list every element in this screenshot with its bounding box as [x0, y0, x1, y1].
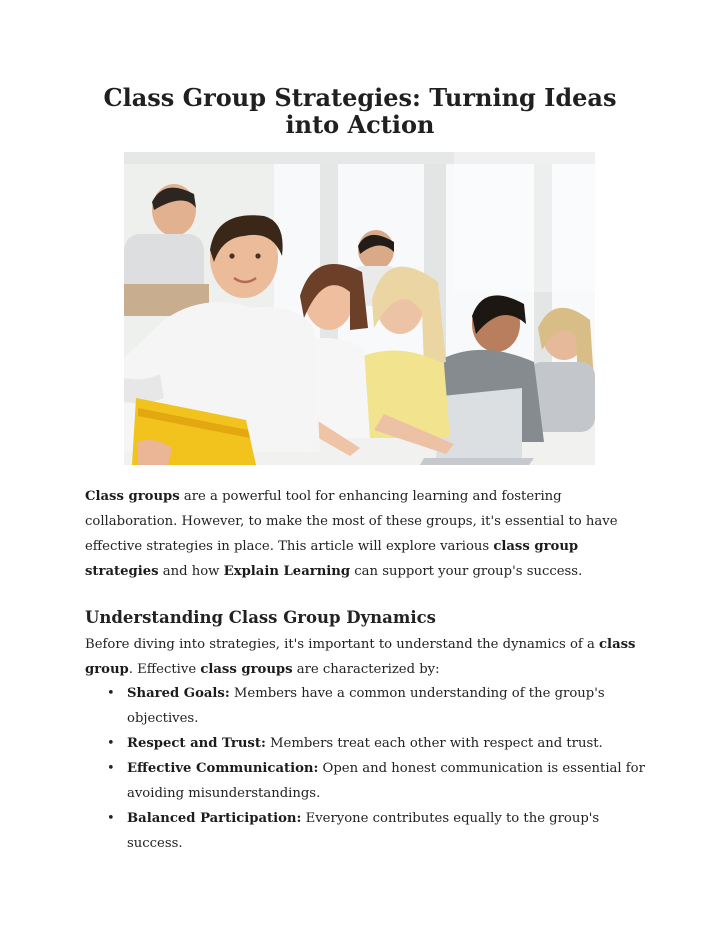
bold-term: class groups — [200, 662, 293, 677]
list-item — [85, 756, 645, 806]
list-item-term: Effective Communication: — [127, 761, 319, 776]
page-title: Class Group Strategies: Turning Ideas into Action — [103, 83, 617, 139]
list-item — [85, 806, 645, 856]
intro-text: and how — [158, 564, 224, 579]
hero-photo — [124, 152, 595, 465]
section-heading: Understanding Class Group Dynamics — [85, 608, 436, 627]
list-item-term: Respect and Trust: — [127, 736, 266, 751]
bullet-icon: • — [107, 686, 115, 701]
list-item-text: Members treat each other with respect and trust. — [265, 736, 603, 751]
bold-term: Explain Learning — [223, 564, 351, 579]
traits-list — [85, 681, 645, 856]
lead-text: . Effective — [128, 662, 201, 677]
intro-text: can support your group's success. — [350, 564, 583, 579]
intro-paragraph — [85, 484, 645, 584]
lead-text: are characterized by: — [292, 662, 440, 677]
bold-term: class group — [85, 637, 636, 677]
list-item — [85, 681, 645, 731]
lead-text: Before diving into strategies, it's important to understand the dynamics of a — [85, 637, 600, 652]
list-item-text: Open and honest communication is essential for avoiding misunderstandings. — [127, 761, 645, 801]
section-lead — [85, 632, 645, 682]
list-item-text: Members have a common understanding of the group's objectives. — [127, 686, 605, 726]
bullet-icon: • — [107, 761, 115, 776]
bullet-icon: • — [107, 736, 115, 751]
list-item — [85, 731, 645, 756]
bold-term: Class groups — [85, 489, 180, 504]
bullet-icon: • — [107, 811, 115, 826]
list-item-term: Shared Goals: — [127, 686, 230, 701]
intro-text: are a powerful tool for enhancing learning and fostering collaboration. However, to make the most of these groups, it's essential to have effective strategies in place. This article will explore various — [85, 489, 618, 554]
list-item-text: Everyone contributes equally to the group's success. — [127, 811, 600, 851]
bold-term: class group strategies — [85, 539, 579, 579]
list-item-term: Balanced Participation: — [127, 811, 302, 826]
